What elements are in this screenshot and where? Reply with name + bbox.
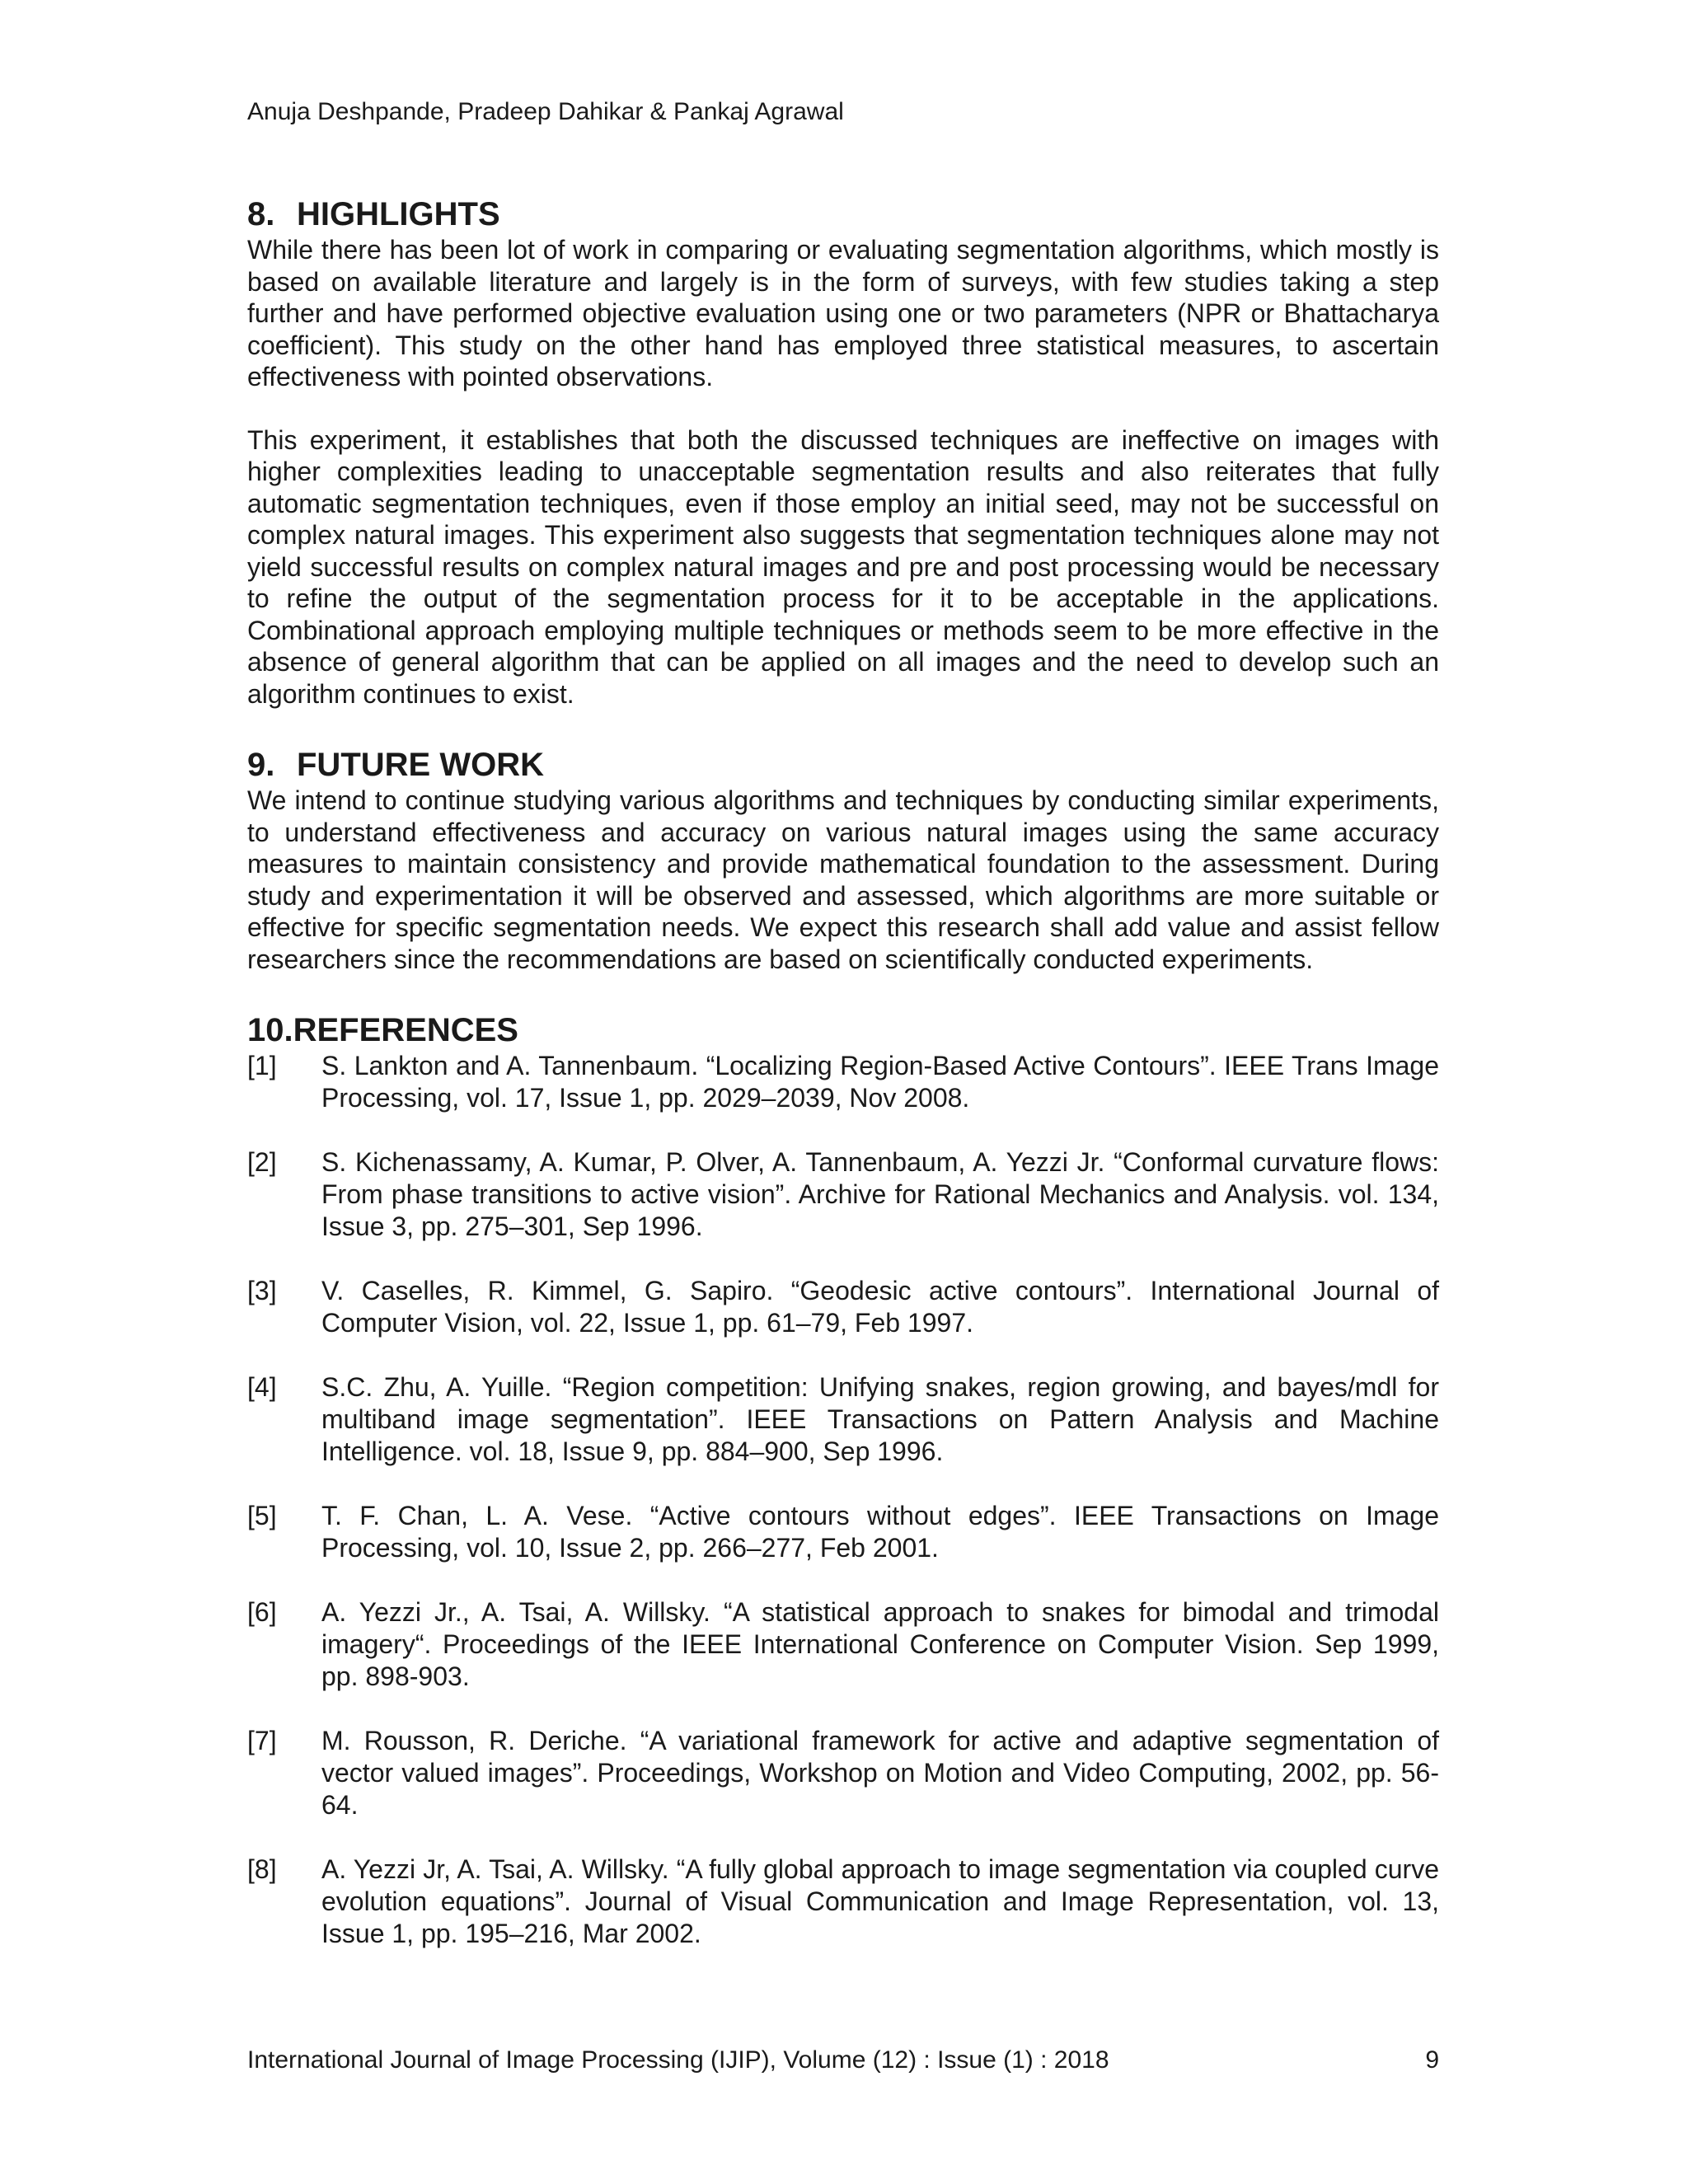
reference-label: [5] — [247, 1501, 277, 1530]
section-number: 9. — [247, 747, 275, 783]
reference-text: S. Kichenassamy, A. Kumar, P. Olver, A. Tannenbaum, A. Yezzi Jr. “Conformal curvature flows: From phase transitions to active vision”. Archive for Rational Mechanics and Analysis. vol. 134, Issue 3, pp. 275–301, Sep 1996. — [321, 1147, 1439, 1241]
section-heading-future-work — [247, 745, 1439, 785]
section-title: HIGHLIGHTS — [297, 196, 500, 232]
reference-item — [247, 1275, 1439, 1339]
reference-text: S.C. Zhu, A. Yuille. “Region competition: Unifying snakes, region growing, and bayes/mdl for multiband image segmentation”. IEEE Transactions on Pattern Analysis and Machine Intelligence. vol. 18, Issue 9, pp. 884–900, Sep 1996. — [321, 1372, 1439, 1466]
reference-text: T. F. Chan, L. A. Vese. “Active contours without edges”. IEEE Transactions on Image Processing, vol. 10, Issue 2, pp. 266–277, Feb 2001. — [321, 1501, 1439, 1563]
reference-text: S. Lankton and A. Tannenbaum. “Localizing Region-Based Active Contours”. IEEE Trans Image Processing, vol. 17, Issue 1, pp. 2029–2039, Nov 2008. — [321, 1051, 1439, 1113]
reference-list — [247, 1050, 1439, 1950]
section-number: 8. — [247, 196, 275, 232]
page-number: 9 — [1425, 2046, 1439, 2074]
section-number: 10. — [247, 1012, 293, 1048]
reference-item — [247, 1854, 1439, 1950]
reference-label: [7] — [247, 1726, 277, 1755]
reference-label: [3] — [247, 1276, 277, 1305]
reference-label: [6] — [247, 1597, 277, 1627]
reference-item — [247, 1050, 1439, 1114]
footer-journal: International Journal of Image Processing (IJIP), Volume (12) : Issue (1) : 2018 — [247, 2046, 1109, 2074]
highlights-paragraph-2: This experiment, it establishes that both the discussed techniques are ineffective on images with higher complexities leading to unacceptable segmentation results and also reiterates that fully automatic segmentation techniques, even if those employ an initial seed, may not be successful on complex natural images. This experiment also suggests that segmentation techniques alone may not yield successful results on complex natural images and pre and post processing would be necessary to refine the output of the segmentation process for it to be acceptable in the applications. Combinational approach employing multiple techniques or methods seem to be more effective in the absence of general algorithm that can be applied on all images and the need to develop such an algorithm continues to exist. — [247, 424, 1439, 709]
running-head-authors: Anuja Deshpande, Pradeep Dahikar & Pankaj Agrawal — [247, 98, 844, 125]
reference-label: [2] — [247, 1147, 277, 1177]
reference-text: V. Caselles, R. Kimmel, G. Sapiro. “Geodesic active contours”. International Journal of Computer Vision, vol. 22, Issue 1, pp. 61–79, Feb 1997. — [321, 1276, 1439, 1338]
section-title: REFERENCES — [293, 1012, 518, 1048]
reference-label: [8] — [247, 1854, 277, 1884]
reference-item — [247, 1371, 1439, 1468]
section-heading-references — [247, 1010, 1439, 1050]
highlights-paragraph-1: While there has been lot of work in comparing or evaluating segmentation algorithms, which mostly is based on available literature and largely is in the form of surveys, with few studies taking a step further and have performed objective evaluation using one or two parameters (NPR or Bhattacharya coefficient). This study on the other hand has employed three statistical measures, to ascertain effectiveness with pointed observations. — [247, 235, 1439, 391]
reference-label: [1] — [247, 1051, 277, 1080]
reference-text: A. Yezzi Jr, A. Tsai, A. Willsky. “A fully global approach to image segmentation via coupled curve evolution equations”. Journal of Visual Communication and Image Representation, vol. 13, Issue 1, pp. 195–216, Mar 2002. — [321, 1854, 1439, 1948]
page-footer — [247, 2046, 1439, 2075]
reference-item — [247, 1500, 1439, 1564]
section-title: FUTURE WORK — [297, 747, 544, 783]
section-heading-highlights — [247, 194, 1439, 234]
future-work-paragraph-1: We intend to continue studying various algorithms and techniques by conducting similar experiments, to understand effectiveness and accuracy on various natural images using the same accuracy measures to maintain consistency and provide mathematical foundation to the assessment. During study and experimentation it will be observed and assessed, which algorithms are more suitable or effective for specific segmentation needs. We expect this research shall add value and assist fellow researchers since the recommendations are based on scientifically conducted experiments. — [247, 785, 1439, 974]
reference-label: [4] — [247, 1372, 277, 1402]
reference-text: A. Yezzi Jr., A. Tsai, A. Willsky. “A statistical approach to snakes for bimodal and trimodal imagery“. Proceedings of the IEEE International Conference on Computer Vision. Sep 1999, pp. 898-903. — [321, 1597, 1439, 1691]
reference-item — [247, 1725, 1439, 1821]
page-content — [247, 194, 1439, 1950]
reference-item — [247, 1596, 1439, 1693]
reference-text: M. Rousson, R. Deriche. “A variational framework for active and adaptive segmentation of vector valued images”. Proceedings, Workshop on Motion and Video Computing, 2002, pp. 56-64. — [321, 1726, 1439, 1820]
reference-item — [247, 1146, 1439, 1243]
